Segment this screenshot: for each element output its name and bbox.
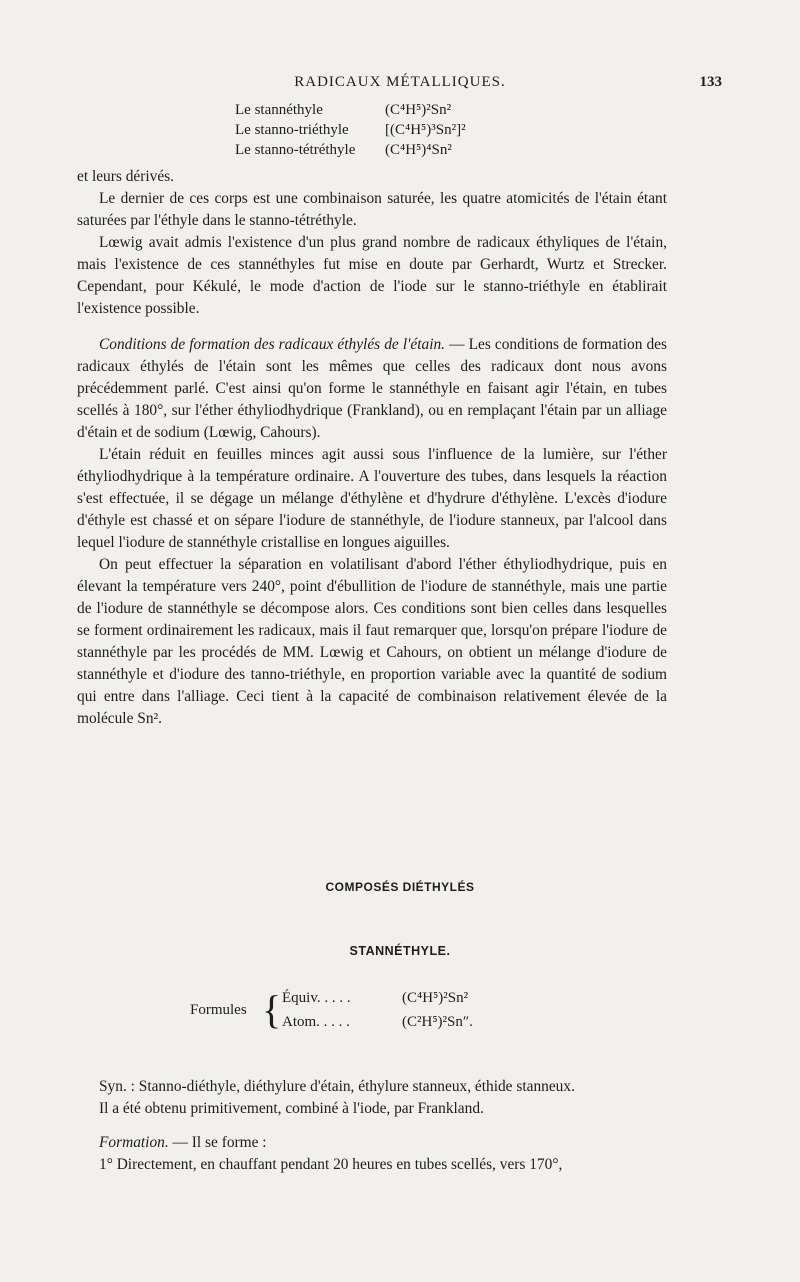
body-text-top xyxy=(77,166,667,730)
conditions-heading: Conditions de formation des radicaux éthylés de l'étain. xyxy=(99,336,446,353)
formula-row xyxy=(235,120,466,140)
page-header xyxy=(0,72,800,94)
paragraph-separation: On peut effectuer la séparation en volatilisant d'abord l'éther éthyliodhydrique, puis en élevant la température vers 240°, point d'ébullition de l'iodure de stannéthyle, mais une partie de l'iodure de stannéthyle se décompose alors. Ces conditions sont bien celles dans lesquelles se forment ordinairement les radicaux, mais il faut remarquer que, lorsqu'on prépare l'iodure de stannéthyle par les procédés de MM. Lœwig et Cahours, on obtient un mélange d'iodure de stannéthyle et d'iodure des tanno-triéthyle, en proportion variable avec la quantité de sodium qui entre dans l'alliage. Ceci tient à la capacité de combinaison relativement élevée de la molécule Sn². xyxy=(77,556,667,727)
formule-row-atom xyxy=(282,1014,582,1031)
formula-list xyxy=(235,100,466,160)
compound-formula: (C⁴H⁵)²Sn² xyxy=(385,102,452,118)
compound-formula: (C⁴H⁵)⁴Sn² xyxy=(385,142,452,158)
body-text-bottom xyxy=(77,1076,667,1176)
paragraph-loewig: Lœwig avait admis l'existence d'un plus grand nombre de radicaux éthyliques de l'étain, mais l'existence de ces stannéthyles fut mise en doute par Gerhardt, Wurtz et Strecker. Cependant, pour Kékulé, le mode d'action de l'iode sur le stanno-triéthyle en établirait l'existence possible. xyxy=(77,234,667,317)
running-title: RADICAUX MÉTALLIQUES. xyxy=(294,74,506,90)
formation-rest: — Il se forme : xyxy=(168,1134,267,1151)
formule-value: (C⁴H⁵)²Sn² xyxy=(402,990,469,1006)
formule-value: (C²H⁵)²Sn″. xyxy=(402,1014,473,1030)
paragraph-obtained: Il a été obtenu primitivement, combiné à l'iode, par Frankland. xyxy=(99,1100,484,1117)
compound-formula: [(C⁴H⁵)³Sn²]² xyxy=(385,122,466,138)
page-number: 133 xyxy=(699,74,722,90)
paragraph-light: L'étain réduit en feuilles minces agit aussi sous l'influence de la lumière, sur l'éther éthyliodhydrique à la température ordinaire. A l'ouverture des tubes, dans lesquels la réaction s'est effectuée, il se dégage un mélange d'éthylène et d'hydrure d'éthylène. L'excès d'iodure d'éthyle est chassé et on sépare l'iodure de stannéthyle, de l'iodure stanneux, par l'alcool dans lequel l'iodure de stannéthyle cristallise en longues aiguilles. xyxy=(77,446,667,551)
section-title: COMPOSÉS DIÉTHYLÉS xyxy=(325,880,475,894)
formule-row-equiv xyxy=(282,990,582,1007)
compound-name: Le stannéthyle xyxy=(235,102,323,118)
formation-heading: Formation. xyxy=(99,1134,169,1151)
compound-name: Le stanno-tétréthyle xyxy=(235,142,356,158)
formula-row xyxy=(235,100,466,120)
paragraph-intro: et leurs dérivés. xyxy=(77,168,175,185)
paragraph-formation xyxy=(77,1132,667,1154)
brace-glyph: { xyxy=(262,987,282,1032)
compound-name: Le stanno-triéthyle xyxy=(235,122,349,138)
paragraph-formation-item: 1° Directement, en chauffant pendant 20 heures en tubes scellés, vers 170°, xyxy=(99,1156,563,1173)
conditions-text: — Les conditions de formation des radicaux éthylés de l'étain sont les mêmes que celles des radicaux dont nous avons précédemment parlé. C'est ainsi qu'on forme le stannéthyle en faisant agir l'étain, en tubes scellés à 180°, sur l'éther éthyliodhydrique (Frankland), ou en remplaçant l'étain par un alliage d'étain et de sodium (Lœwig, Cahours). xyxy=(77,336,667,441)
paragraph-synonyms: Syn. : Stanno-diéthyle, diéthylure d'étain, éthylure stanneux, éthide stanneux. xyxy=(99,1078,575,1095)
formules-label: Formules xyxy=(190,1002,247,1018)
paragraph-saturation: Le dernier de ces corps est une combinaison saturée, les quatre atomicités de l'étain étant saturées par l'éthyle dans le stanno-tétréthyle. xyxy=(77,190,667,229)
formula-row xyxy=(235,140,466,160)
formule-key: Équiv. . . . . xyxy=(282,990,351,1006)
paragraph-conditions xyxy=(77,334,667,444)
subsection-title: STANNÉTHYLE. xyxy=(349,944,451,958)
formule-key: Atom. . . . . xyxy=(282,1014,350,1030)
